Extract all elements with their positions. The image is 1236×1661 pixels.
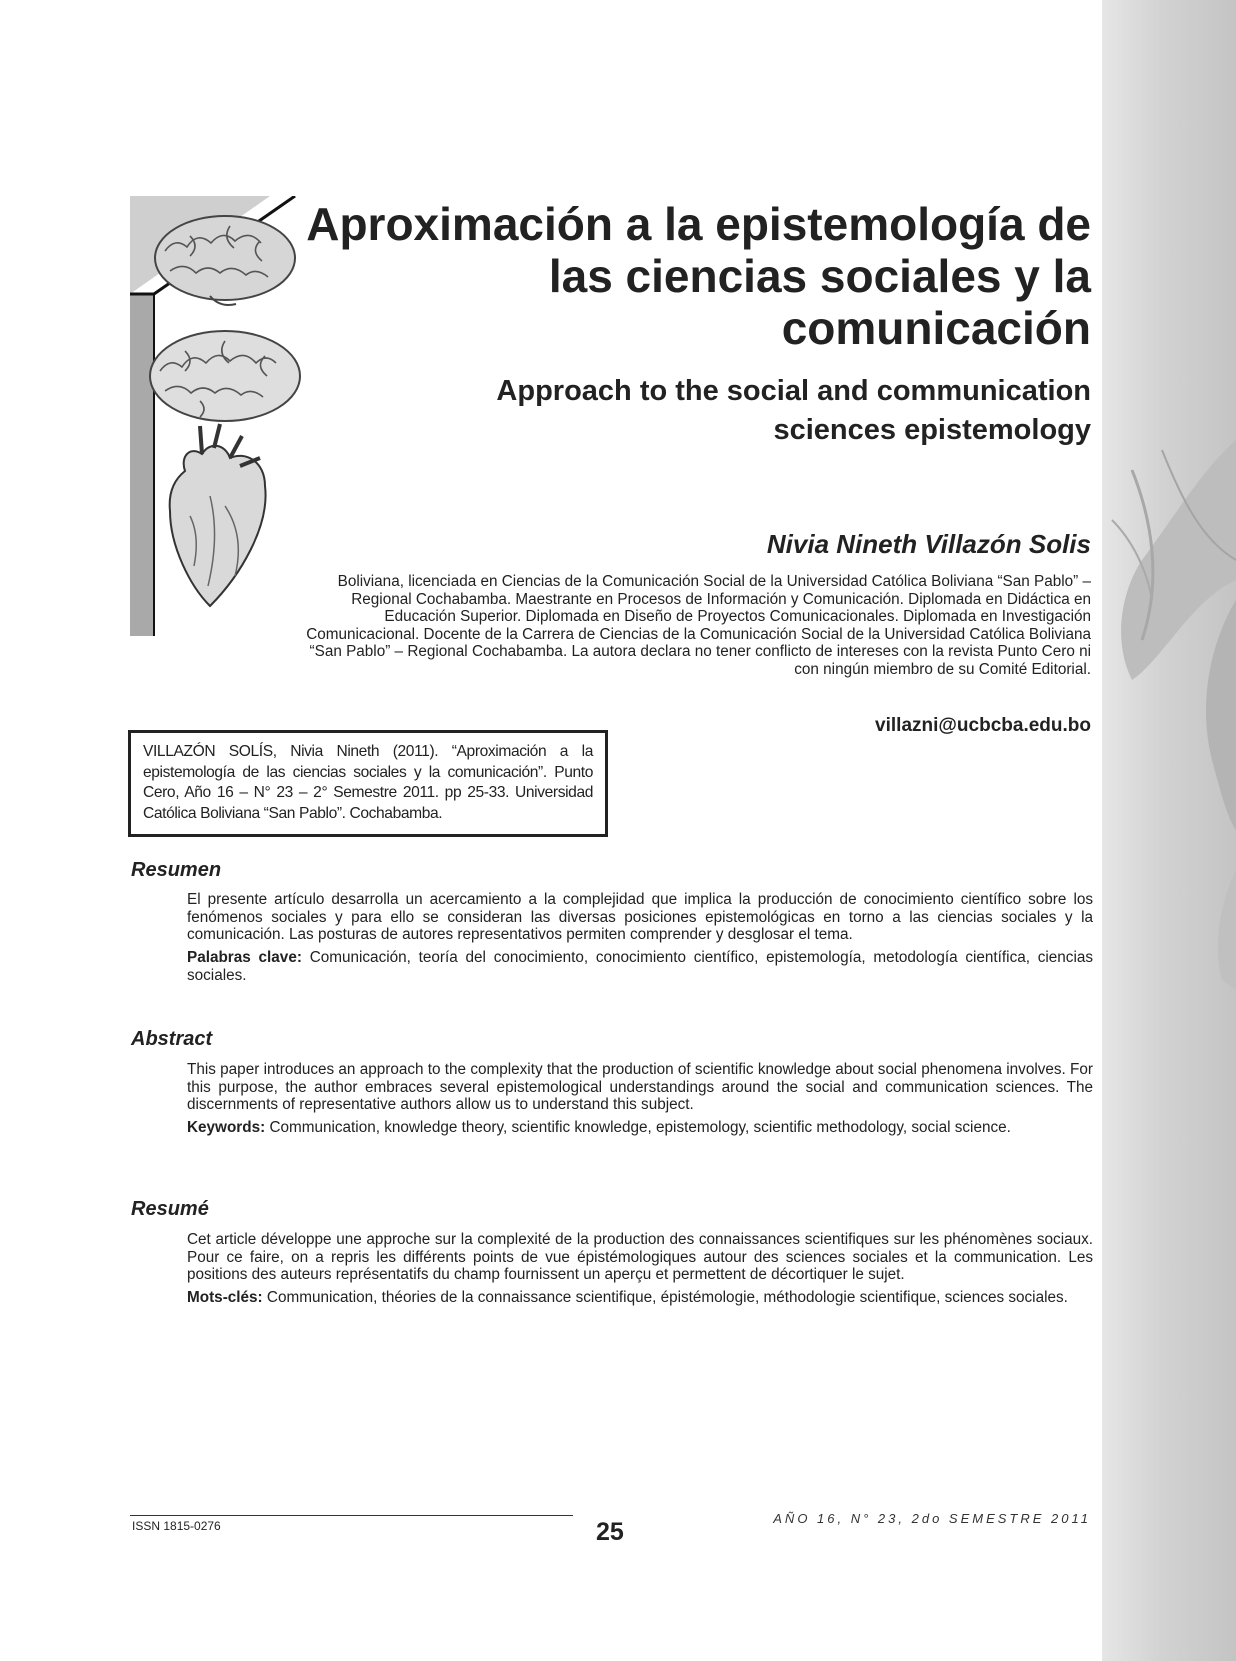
abstract-keywords (187, 1119, 1093, 1137)
issn: ISSN 1815-0276 (132, 1519, 221, 1533)
resume-section (187, 1231, 1093, 1307)
keywords-label: Mots-clés: (187, 1289, 263, 1307)
citation-box: VILLAZÓN SOLÍS, Nivia Nineth (2011). “Aproximación a la epistemología de las ciencias sociales y la comunicación”. Punto Cero, Año 16 – N° 23 – 2° Semestre 2011. pp 25-33. Universidad Católica Boliviana “San Pablo”. Cochabamba. (128, 730, 608, 837)
keywords-label: Palabras clave: (187, 949, 302, 967)
article-title: Aproximación a la epistemología de las ciencias sociales y la comunicación (306, 198, 1091, 354)
author-name: Nivia Nineth Villazón Solis (766, 529, 1091, 559)
article-subtitle: Approach to the social and communication sciences epistemology (496, 375, 1091, 446)
footer-rule (130, 1515, 573, 1516)
keywords-label: Keywords: (187, 1119, 266, 1137)
resumen-section (187, 891, 1093, 985)
resumen-heading: Resumen (131, 859, 222, 881)
abstract-heading: Abstract (131, 1028, 213, 1050)
keywords-text: Communication, théories de la connaissance scientifique, épistémologie, méthodologie scientifique, sciences sociales. (266, 1289, 1068, 1307)
page-edge-band (1102, 0, 1236, 1661)
resume-body: Cet article développe une approche sur la complexité de la production des connaissances scientifiques sur les phénomènes sociaux. Pour ce faire, on a repris les différents points de vue épistémologiques autour des sciences sociales et la communication. Les positions des auteurs représentatifs du champ fournissent un aperçu et permettent de décortiquer le sujet. (187, 1231, 1093, 1284)
abstract-body: This paper introduces an approach to the complexity that the production of scientific knowledge about social phenomena involves. For this purpose, the author embraces several epistemological understandings around the social and communication sciences. The discernments of representative authors allow us to understand this subject. (187, 1061, 1093, 1114)
author-bio: Boliviana, licenciada en Ciencias de la Comunicación Social de la Universidad Católica Boliviana “San Pablo” – Regional Cochabamba. Maestrante en Procesos de Información y Comunicación. Diplomada en Didáctica en Educación Superior. Diplomada en Diseño de Proyectos Comunicacionales. Diplomada en Investigación Comunicacional. Docente de la Carrera de Ciencias de la Comunicación Social de la Universidad Católica Boliviana “San Pablo” – Regional Cochabamba. La autora declara no tener conflicto de intereses con la revista Punto Cero ni con ningún miembro de su Comité Editorial. (306, 573, 1091, 678)
issue-info: AÑO 16, N° 23, 2do SEMESTRE 2011 (773, 1511, 1091, 1526)
resumen-keywords (187, 949, 1093, 984)
heart-icon (170, 424, 266, 606)
page-number: 25 (596, 1518, 624, 1546)
keywords-text: Communication, knowledge theory, scientific knowledge, epistemology, scientific methodology, social science. (269, 1119, 1011, 1137)
sculpture-decoration (1102, 0, 1236, 1661)
resume-keywords (187, 1289, 1093, 1307)
abstract-section (187, 1061, 1093, 1137)
resume-heading: Resumé (131, 1198, 209, 1220)
resumen-body: El presente artículo desarrolla un acercamiento a la complejidad que implica la producción de conocimiento científico sobre los fenómenos sociales y para ello se consideran las diversas posiciones epistemológicas en torno a las ciencias sociales y la comunicación. Las posturas de autores representativos permiten comprender y desglosar el tema. (187, 891, 1093, 944)
author-email[interactable]: villazni@ucbcba.edu.bo (875, 715, 1091, 736)
keywords-text: Comunicación, teoría del conocimiento, conocimiento científico, epistemología, metodología científica, ciencias sociales. (187, 949, 1094, 984)
